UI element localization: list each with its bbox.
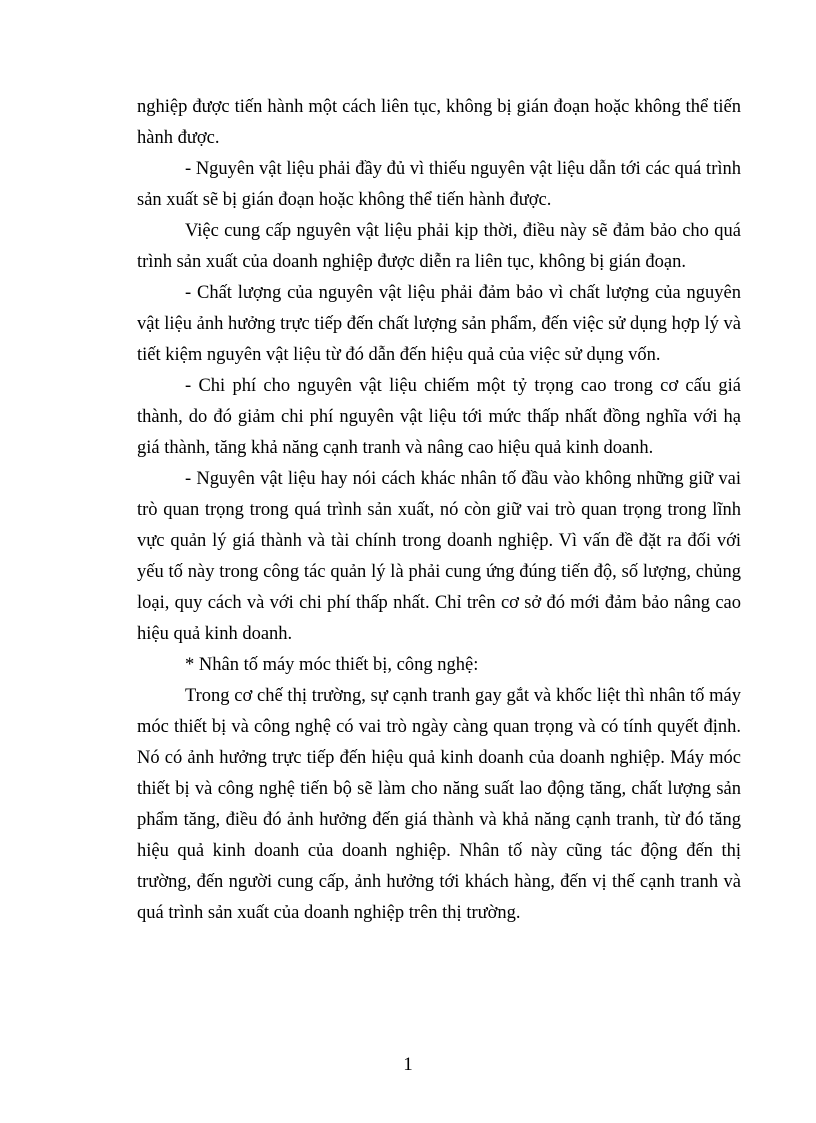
paragraph-material-quality: - Chất lượng của nguyên vật liệu phải đảm bảo vì chất lượng của nguyên vật liệu ảnh hưởng trực tiếp đến chất lượng sản phẩm, đến việc sử dụng hợp lý và tiết kiệm nguyên vật liệu từ đó dẫn đến hiệu quả của việc sử dụng vốn.	[137, 283, 741, 365]
paragraph-equipment-technology: Trong cơ chế thị trường, sự cạnh tranh gay gắt và khốc liệt thì nhân tố máy móc thiết bị và công nghệ có vai trò ngày càng quan trọng và có tính quyết định. Nó có ảnh hưởng trực tiếp đến hiệu quả kinh doanh của doanh nghiệp. Máy móc thiết bị và công nghệ tiến bộ sẽ làm cho năng suất lao động tăng, chất lượng sản phẩm tăng, điều đó ảnh hưởng đến giá thành và khả năng cạnh tranh, từ đó tăng hiệu quả kinh doanh của doanh nghiệp. Nhân tố này cũng tác động đến thị trường, đến người cung cấp, ảnh hưởng tới khách hàng, đến vị thế cạnh tranh và quá trình sản xuất của doanh nghiệp trên thị trường.	[137, 686, 741, 923]
section-heading-equipment: * Nhân tố máy móc thiết bị, công nghệ:	[185, 655, 479, 675]
paragraph-material-cost: - Chi phí cho nguyên vật liệu chiếm một tỷ trọng cao trong cơ cấu giá thành, do đó giảm chi phí nguyên vật liệu tới mức thấp nhất đồng nghĩa với hạ giá thành, tăng khả năng cạnh tranh và nâng cao hiệu quả kinh doanh.	[137, 376, 741, 458]
paragraph-material-sufficiency: - Nguyên vật liệu phải đầy đủ vì thiếu nguyên vật liệu dẫn tới các quá trình sản xuất sẽ bị gián đoạn hoặc không thể tiến hành được.	[137, 159, 741, 210]
paragraph-input-factor: - Nguyên vật liệu hay nói cách khác nhân tố đầu vào không những giữ vai trò quan trọng trong quá trình sản xuất, nó còn giữ vai trò quan trọng trong lĩnh vực quản lý giá thành và tài chính trong doanh nghiệp. Vì vấn đề đặt ra đối với yếu tố này trong công tác quản lý là phải cung ứng đúng tiến độ, số lượng, chủng loại, quy cách và với chi phí thấp nhất. Chỉ trên cơ sở đó mới đảm bảo nâng cao hiệu quả kinh doanh.	[137, 469, 741, 644]
paragraph-timely-supply: Việc cung cấp nguyên vật liệu phải kịp thời, điều này sẽ đảm bảo cho quá trình sản xuất của doanh nghiệp được diễn ra liên tục, không bị gián đoạn.	[137, 221, 741, 272]
page-body	[137, 92, 741, 929]
paragraph-continuation: nghiệp được tiến hành một cách liên tục, không bị gián đoạn hoặc không thể tiến hành được.	[137, 97, 741, 148]
page-number: 1	[403, 1054, 413, 1075]
